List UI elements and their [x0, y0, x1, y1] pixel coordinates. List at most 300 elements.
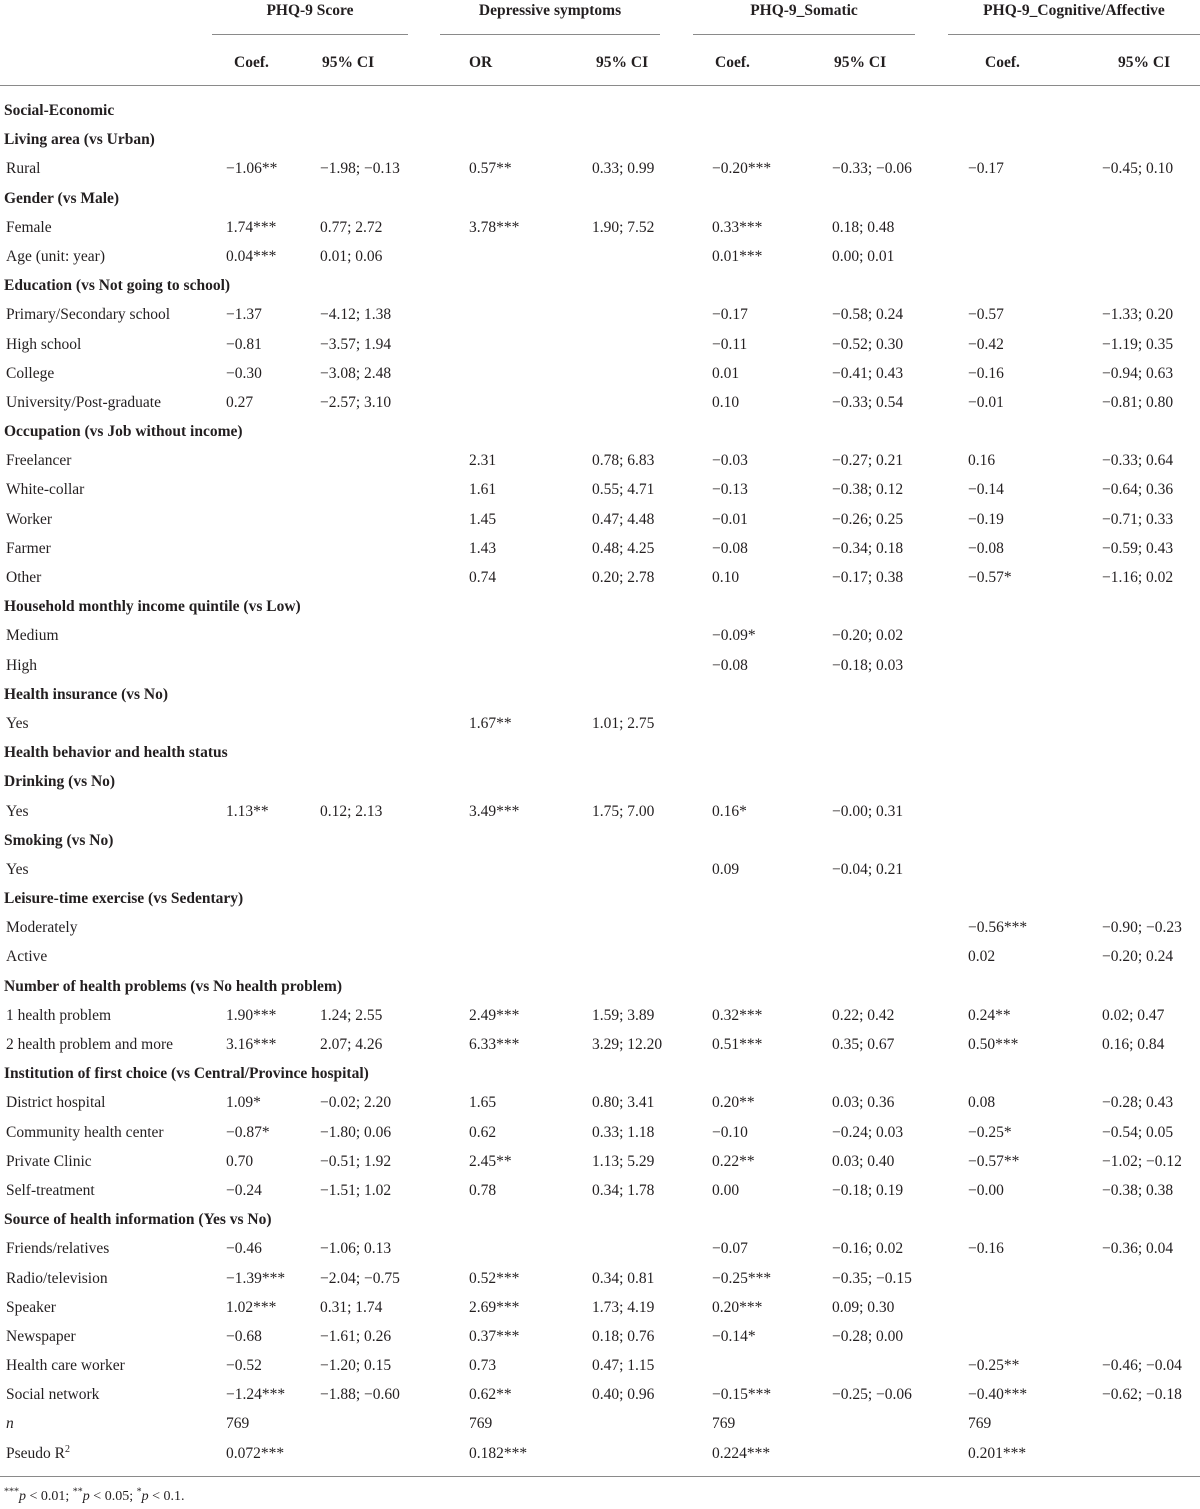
- cell-coef: 0.072***: [226, 1444, 285, 1462]
- cell-ci: −0.26; 0.25: [832, 510, 904, 528]
- row-label: [6, 1322, 76, 1351]
- table-row: [0, 942, 1200, 971]
- cell-coef: −0.40***: [968, 1386, 1028, 1404]
- header-rule: [440, 34, 660, 35]
- row-label-text: Pseudo R: [6, 1444, 65, 1462]
- row-label: [4, 826, 113, 855]
- cell-or: 1.65: [469, 1094, 497, 1112]
- cell-ci: 0.33; 0.99: [592, 160, 655, 178]
- cell-coef: −0.10: [712, 1123, 748, 1141]
- cell-coef: −0.68: [226, 1327, 262, 1345]
- section-header-row: [0, 972, 1200, 1001]
- cell-or: 3.49***: [469, 802, 520, 820]
- table-row: [0, 154, 1200, 183]
- cell-ci: −1.02; −0.12: [1102, 1152, 1182, 1170]
- cell-ci: −0.33; 0.54: [832, 393, 904, 411]
- cell-coef: 0.10: [712, 393, 740, 411]
- header-phq9-somatic: PHQ-9_Somatic: [750, 2, 858, 19]
- row-label: [4, 417, 243, 446]
- table-row: [0, 242, 1200, 271]
- cell-coef: −0.25*: [968, 1123, 1012, 1141]
- cell-ci: 1.59; 3.89: [592, 1006, 655, 1024]
- row-label: [6, 709, 29, 738]
- table-row: [0, 534, 1200, 563]
- row-label: [6, 1030, 173, 1059]
- cell-coef: 0.10: [712, 569, 740, 586]
- cell-ci: 0.22; 0.42: [832, 1006, 895, 1024]
- cell-coef: −0.25**: [968, 1357, 1020, 1375]
- row-label-italic: n: [6, 1415, 14, 1433]
- row-label-text: Newspaper: [6, 1327, 76, 1345]
- row-label: [6, 1234, 109, 1263]
- row-label: [6, 563, 41, 592]
- cell-ci: 2.07; 4.26: [320, 1036, 383, 1053]
- cell-coef: 0.00: [712, 1181, 740, 1199]
- header-depressive-symptoms: Depressive symptoms: [478, 2, 622, 19]
- cell-ci: −0.90; −0.23: [1102, 919, 1182, 937]
- row-label-text: Farmer: [6, 539, 51, 557]
- cell-coef: 0.50***: [968, 1036, 1019, 1053]
- table-row: [0, 913, 1200, 942]
- cell-coef: 1.09*: [226, 1094, 261, 1112]
- cell-coef: 0.33***: [712, 218, 763, 236]
- cell-ci: −0.18; 0.03: [832, 656, 904, 674]
- row-label-text: High school: [6, 335, 82, 353]
- row-label: [6, 913, 77, 942]
- row-label: [6, 1409, 14, 1438]
- cell-or: 1.43: [469, 539, 497, 557]
- cell-coef: 1.02***: [226, 1298, 277, 1316]
- cell-ci: −1.80; 0.06: [320, 1123, 392, 1141]
- row-label-text: Primary/Secondary school: [6, 306, 171, 324]
- row-label: [6, 300, 170, 329]
- row-label: [6, 154, 40, 183]
- cell-ci: −0.04; 0.21: [832, 860, 904, 878]
- subheader-ci: 95% CI: [834, 54, 887, 71]
- cell-ci: −0.54; 0.05: [1102, 1123, 1174, 1141]
- cell-coef: 0.08: [968, 1094, 996, 1112]
- cell-coef: −0.17: [712, 306, 748, 324]
- row-label: [6, 1351, 125, 1380]
- cell-ci: −2.04; −0.75: [320, 1269, 400, 1287]
- cell-or: 0.73: [469, 1357, 497, 1375]
- cell-ci: −0.45; 0.10: [1102, 160, 1174, 178]
- cell-coef: −0.16: [968, 364, 1004, 382]
- cell-coef: 0.22**: [712, 1152, 755, 1170]
- row-label-text: High: [6, 656, 37, 674]
- cell-ci: −1.19; 0.35: [1102, 335, 1174, 353]
- section-header-row: [0, 271, 1200, 300]
- row-label: [4, 125, 155, 154]
- cell-ci: 1.24; 2.55: [320, 1006, 383, 1024]
- row-label: [4, 271, 230, 300]
- cell-coef: −0.14*: [712, 1327, 756, 1345]
- cell-or: 0.74: [469, 569, 497, 586]
- cell-or: 2.31: [469, 452, 497, 470]
- cell-ci: 0.09; 0.30: [832, 1298, 895, 1316]
- cell-ci: −0.34; 0.18: [832, 539, 904, 557]
- header-rule: [212, 34, 408, 35]
- row-label-text: Worker: [6, 510, 53, 528]
- table-row: [0, 563, 1200, 592]
- table-row: [0, 1088, 1200, 1117]
- cell-ci: −0.00; 0.31: [832, 802, 904, 820]
- row-label-text: Number of health problems (vs No health problem): [4, 977, 342, 995]
- cell-ci: −0.94; 0.63: [1102, 364, 1174, 382]
- subheader-ci: 95% CI: [596, 54, 649, 71]
- row-label: [4, 738, 228, 767]
- row-label-text: Health behavior and health status: [4, 744, 228, 762]
- cell-ci: −0.52; 0.30: [832, 335, 904, 353]
- table-row: [0, 1322, 1200, 1351]
- row-label: [4, 1205, 272, 1234]
- cell-or: 0.62**: [469, 1386, 512, 1404]
- cell-coef: −0.01: [712, 510, 748, 528]
- row-label-text: Private Clinic: [6, 1152, 92, 1170]
- cell-coef: −0.46: [226, 1240, 262, 1258]
- cell-ci: −0.33; 0.64: [1102, 452, 1174, 470]
- cell-or: 2.45**: [469, 1152, 512, 1170]
- row-label-text: Radio/television: [6, 1269, 108, 1287]
- row-label: [4, 96, 114, 125]
- cell-ci: −2.57; 3.10: [320, 393, 392, 411]
- row-label: [6, 797, 29, 826]
- cell-ci: 1.73; 4.19: [592, 1298, 655, 1316]
- cell-ci: 0.55; 4.71: [592, 481, 655, 499]
- cell-coef: −1.24***: [226, 1386, 286, 1404]
- table-row: [0, 1351, 1200, 1380]
- row-label: [6, 1088, 105, 1117]
- cell-ci: 1.13; 5.29: [592, 1152, 655, 1170]
- cell-coef: −0.17: [968, 160, 1004, 178]
- header-phq9-score: PHQ-9 Score: [266, 2, 354, 19]
- row-label: [6, 1380, 99, 1409]
- row-label: [6, 242, 105, 271]
- cell-ci: −0.35; −0.15: [832, 1269, 912, 1287]
- section-header-row: [0, 826, 1200, 855]
- subheader-coef: Coef.: [985, 54, 1020, 71]
- section-header-row: [0, 680, 1200, 709]
- cell-coef: −0.57**: [968, 1152, 1020, 1170]
- cell-ci: −0.28; 0.43: [1102, 1094, 1174, 1112]
- cell-coef: 0.01: [712, 364, 740, 382]
- cell-ci: −0.59; 0.43: [1102, 539, 1174, 557]
- subheader-or: OR: [469, 54, 493, 71]
- cell-coef: 0.51***: [712, 1036, 763, 1053]
- footnote-stars: **: [72, 1486, 83, 1498]
- cell-ci: −1.16; 0.02: [1102, 569, 1174, 586]
- section-header-row: [0, 738, 1200, 767]
- cell-coef: −0.25***: [712, 1269, 772, 1287]
- cell-ci: 0.18; 0.76: [592, 1327, 655, 1345]
- row-label-text: Household monthly income quintile (vs Low): [4, 598, 301, 616]
- cell-ci: −0.20; 0.02: [832, 627, 904, 645]
- cell-or: 6.33***: [469, 1036, 520, 1053]
- row-label: [6, 1001, 111, 1030]
- cell-ci: −4.12; 1.38: [320, 306, 392, 324]
- row-label-text: College: [6, 364, 55, 382]
- table-top-rule: [0, 85, 1200, 86]
- row-label: [6, 330, 81, 359]
- table-row: [0, 1293, 1200, 1322]
- row-label-text: Leisure-time exercise (vs Sedentary): [4, 890, 244, 908]
- row-label-text: Health care worker: [6, 1357, 125, 1375]
- row-label: [6, 855, 29, 884]
- cell-coef: 0.70: [226, 1152, 254, 1170]
- row-label: [6, 1147, 92, 1176]
- row-label: [6, 505, 52, 534]
- table-row: [0, 475, 1200, 504]
- row-label: [4, 1059, 369, 1088]
- cell-ci: −0.41; 0.43: [832, 364, 904, 382]
- cell-ci: −0.17; 0.38: [832, 569, 904, 586]
- cell-coef: 769: [226, 1415, 250, 1433]
- section-header-row: [0, 1059, 1200, 1088]
- cell-or: 0.78: [469, 1181, 497, 1199]
- cell-coef: −0.42: [968, 335, 1004, 353]
- cell-coef: −0.00: [968, 1181, 1004, 1199]
- row-label-text: Occupation (vs Job without income): [4, 423, 243, 441]
- cell-ci: −0.46; −0.04: [1102, 1357, 1182, 1375]
- subheader-coef: Coef.: [234, 54, 269, 71]
- row-label-text: Gender (vs Male): [4, 189, 120, 207]
- table-row: [0, 213, 1200, 242]
- cell-coef: −0.81: [226, 335, 262, 353]
- cell-ci: −0.38; 0.12: [832, 481, 904, 499]
- cell-ci: 0.34; 0.81: [592, 1269, 655, 1287]
- table-row: [0, 300, 1200, 329]
- cell-coef: −0.14: [968, 481, 1004, 499]
- cell-coef: −0.09*: [712, 627, 756, 645]
- row-label-text: Source of health information (Yes vs No): [4, 1211, 272, 1229]
- row-label-text: Freelancer: [6, 452, 72, 470]
- row-label: [4, 592, 301, 621]
- cell-coef: −0.20***: [712, 160, 772, 178]
- row-label-text: Smoking (vs No): [4, 831, 114, 849]
- cell-coef: −0.16: [968, 1240, 1004, 1258]
- cell-ci: −0.33; −0.06: [832, 160, 912, 178]
- cell-or: 0.52***: [469, 1269, 520, 1287]
- cell-coef: 769: [968, 1415, 992, 1433]
- cell-ci: 0.40; 0.96: [592, 1386, 655, 1404]
- table-row: [0, 1147, 1200, 1176]
- cell-coef: −1.06**: [226, 160, 278, 178]
- row-label-text: Yes: [6, 714, 29, 732]
- cell-ci: −0.16; 0.02: [832, 1240, 904, 1258]
- row-label: [4, 884, 243, 913]
- row-label-text: Living area (vs Urban): [4, 131, 155, 149]
- cell-coef: −0.24: [226, 1181, 262, 1199]
- cell-or: 3.78***: [469, 218, 520, 236]
- cell-coef: −0.30: [226, 364, 262, 382]
- cell-ci: −0.51; 1.92: [320, 1152, 392, 1170]
- cell-coef: 0.04***: [226, 247, 277, 265]
- row-label: [4, 184, 119, 213]
- cell-coef: −0.13: [712, 481, 748, 499]
- row-label: [6, 213, 52, 242]
- row-label-text: Education (vs Not going to school): [4, 277, 231, 295]
- cell-ci: 0.35; 0.67: [832, 1036, 895, 1053]
- table-row: [0, 1409, 1200, 1438]
- row-label: [4, 767, 115, 796]
- row-label-text: Age (unit: year): [6, 247, 105, 265]
- cell-ci: −3.57; 1.94: [320, 335, 392, 353]
- section-header-row: [0, 96, 1200, 125]
- row-label-text: 2 health problem and more: [6, 1036, 174, 1053]
- subheader-ci: 95% CI: [1118, 54, 1171, 71]
- footnote-p: p: [82, 1489, 90, 1504]
- cell-coef: 1.90***: [226, 1006, 277, 1024]
- row-label-text: Self-treatment: [6, 1181, 95, 1199]
- cell-ci: 0.33; 1.18: [592, 1123, 655, 1141]
- table-row: [0, 1118, 1200, 1147]
- header-rule: [948, 34, 1200, 35]
- row-label-text: Institution of first choice (vs Central/Province hospital): [4, 1065, 369, 1083]
- row-label-text: Yes: [6, 860, 29, 878]
- cell-ci: −0.81; 0.80: [1102, 393, 1174, 411]
- cell-ci: 0.18; 0.48: [832, 218, 895, 236]
- table-row: [0, 1176, 1200, 1205]
- row-label-text: Social-Economic: [4, 102, 115, 119]
- cell-ci: −0.25; −0.06: [832, 1386, 912, 1404]
- cell-coef: −1.39***: [226, 1269, 286, 1287]
- section-header-row: [0, 184, 1200, 213]
- cell-ci: 0.47; 4.48: [592, 510, 655, 528]
- cell-or: 0.182***: [469, 1444, 528, 1462]
- row-label: [6, 534, 51, 563]
- cell-ci: −0.02; 2.20: [320, 1094, 392, 1112]
- subheader-coef: Coef.: [715, 54, 750, 71]
- cell-coef: −0.03: [712, 452, 748, 470]
- cell-coef: −0.08: [712, 539, 748, 557]
- section-header-row: [0, 592, 1200, 621]
- row-label: [6, 359, 54, 388]
- row-label-text: Speaker: [6, 1298, 56, 1316]
- table-row: [0, 797, 1200, 826]
- cell-coef: −0.11: [712, 335, 748, 353]
- row-label: [6, 1293, 56, 1322]
- row-label: [6, 1264, 108, 1293]
- cell-ci: 0.47; 1.15: [592, 1357, 655, 1375]
- cell-ci: 0.03; 0.36: [832, 1094, 895, 1112]
- cell-ci: 0.77; 2.72: [320, 218, 383, 236]
- cell-ci: 0.12; 2.13: [320, 802, 383, 820]
- cell-ci: 1.90; 7.52: [592, 218, 655, 236]
- table-bottom-rule: [0, 1476, 1200, 1477]
- table-row: [0, 1264, 1200, 1293]
- cell-ci: 1.75; 7.00: [592, 802, 655, 820]
- cell-coef: 0.27: [226, 393, 254, 411]
- significance-footnote: [4, 1487, 185, 1507]
- cell-ci: −0.71; 0.33: [1102, 510, 1174, 528]
- cell-ci: −0.36; 0.04: [1102, 1240, 1174, 1258]
- cell-ci: 3.29; 12.20: [592, 1036, 663, 1053]
- cell-ci: −1.06; 0.13: [320, 1240, 392, 1258]
- cell-ci: 0.48; 4.25: [592, 539, 655, 557]
- cell-coef: −0.57*: [968, 569, 1012, 586]
- section-header-row: [0, 884, 1200, 913]
- cell-coef: 0.02: [968, 948, 996, 966]
- cell-coef: −0.08: [712, 656, 748, 674]
- section-header-row: [0, 767, 1200, 796]
- section-header-row: [0, 1205, 1200, 1234]
- cell-ci: −1.98; −0.13: [320, 160, 400, 178]
- row-label-text: Social network: [6, 1386, 100, 1404]
- table-row: [0, 621, 1200, 650]
- cell-coef: 1.13**: [226, 802, 269, 820]
- cell-or: 2.69***: [469, 1298, 520, 1316]
- row-label-text: District hospital: [6, 1094, 106, 1112]
- row-label-superscript: 2: [65, 1443, 70, 1455]
- cell-ci: 0.31; 1.74: [320, 1298, 383, 1316]
- footnote-text: < 0.1.: [148, 1489, 185, 1504]
- cell-or: 0.57**: [469, 160, 512, 178]
- cell-coef: −0.87*: [226, 1123, 270, 1141]
- cell-ci: 0.00; 0.01: [832, 247, 895, 265]
- cell-coef: 0.201***: [968, 1444, 1027, 1462]
- cell-ci: 1.01; 2.75: [592, 714, 655, 732]
- cell-ci: 0.20; 2.78: [592, 569, 655, 586]
- cell-coef: −0.07: [712, 1240, 748, 1258]
- table-row: [0, 1380, 1200, 1409]
- footnote-p: p: [141, 1489, 149, 1504]
- cell-coef: −0.52: [226, 1357, 262, 1375]
- cell-ci: −1.20; 0.15: [320, 1357, 392, 1375]
- table-row: [0, 855, 1200, 884]
- row-label-text: Friends/relatives: [6, 1240, 110, 1258]
- row-label: [6, 1439, 70, 1468]
- row-label: [6, 446, 71, 475]
- cell-or: 1.67**: [469, 714, 512, 732]
- row-label-text: Female: [6, 218, 52, 236]
- table-row: [0, 505, 1200, 534]
- row-label-text: Moderately: [6, 919, 78, 937]
- cell-coef: 0.09: [712, 860, 740, 878]
- cell-ci: −0.62; −0.18: [1102, 1386, 1182, 1404]
- footnote-p: p: [19, 1489, 26, 1504]
- cell-ci: −0.38; 0.38: [1102, 1181, 1174, 1199]
- cell-coef: −0.56***: [968, 919, 1028, 937]
- table-row: [0, 330, 1200, 359]
- table-row: [0, 709, 1200, 738]
- cell-coef: 3.16***: [226, 1036, 277, 1053]
- cell-or: 1.45: [469, 510, 497, 528]
- row-label: [6, 621, 59, 650]
- cell-or: 0.37***: [469, 1327, 520, 1345]
- cell-coef: 0.16*: [712, 802, 747, 820]
- footnote-text: < 0.05;: [89, 1489, 137, 1504]
- cell-coef: −0.19: [968, 510, 1004, 528]
- row-label-text: Yes: [6, 802, 29, 820]
- cell-coef: 0.20**: [712, 1094, 755, 1112]
- cell-or: 1.61: [469, 481, 497, 499]
- cell-ci: −1.51; 1.02: [320, 1181, 392, 1199]
- table-body: [0, 96, 1200, 1468]
- footnote-text: < 0.01;: [26, 1489, 73, 1504]
- row-label-text: Community health center: [6, 1123, 164, 1141]
- cell-coef: 0.16: [968, 452, 996, 470]
- cell-ci: 0.02; 0.47: [1102, 1006, 1165, 1024]
- cell-or: 769: [469, 1415, 493, 1433]
- row-label-text: Other: [6, 569, 42, 586]
- row-label-text: Drinking (vs No): [4, 773, 116, 791]
- table-row: [0, 388, 1200, 417]
- cell-ci: −3.08; 2.48: [320, 364, 392, 382]
- cell-ci: 0.16; 0.84: [1102, 1036, 1165, 1053]
- cell-ci: −0.18; 0.19: [832, 1181, 904, 1199]
- cell-ci: −1.33; 0.20: [1102, 306, 1174, 324]
- header-phq9-cognitive-affective: PHQ-9_Cognitive/Affective: [983, 2, 1165, 19]
